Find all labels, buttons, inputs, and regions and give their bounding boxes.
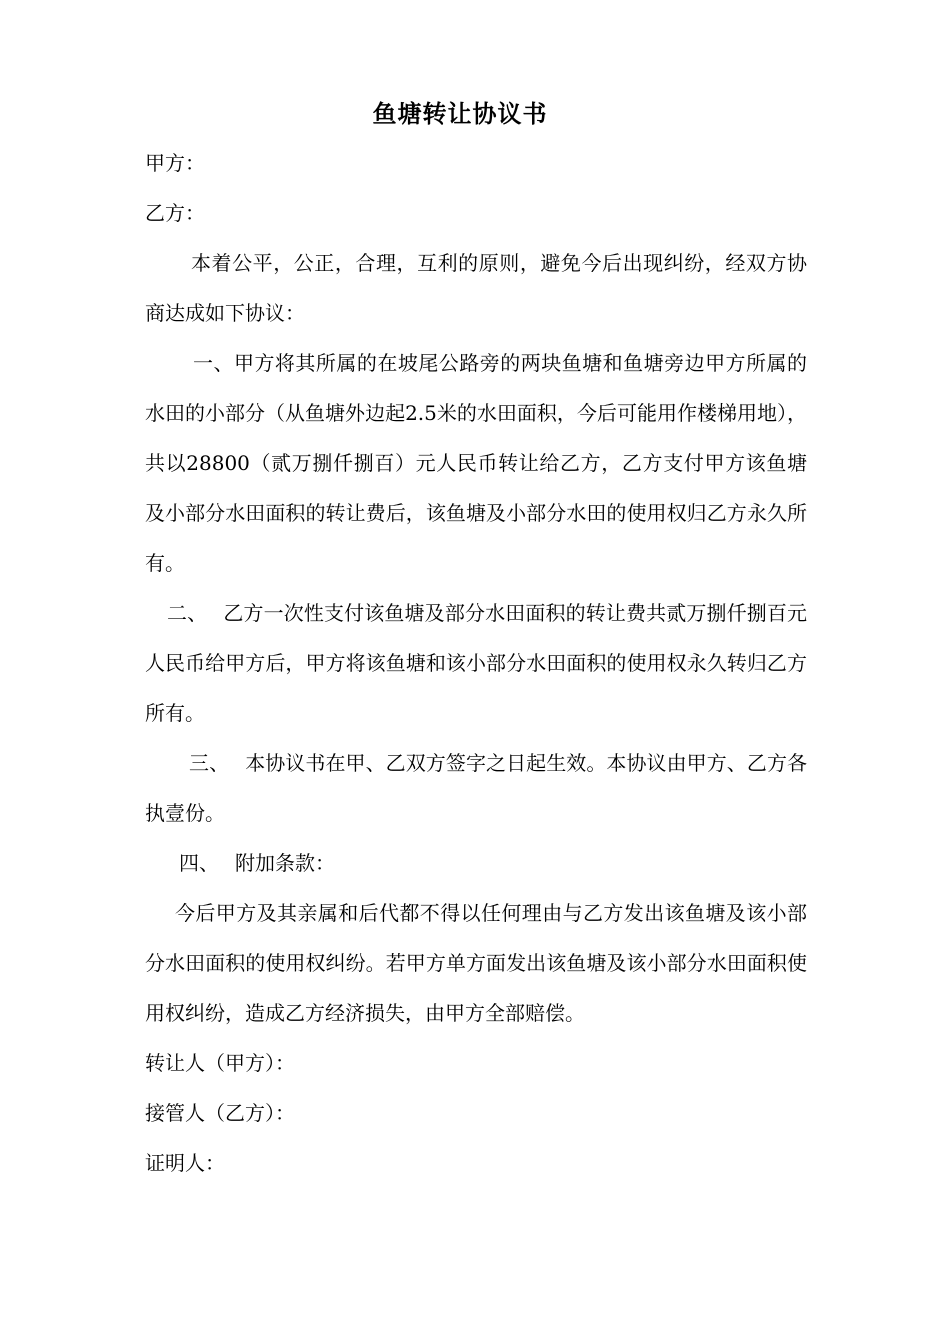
clause-1-number: 一、: [193, 351, 234, 375]
clause-1-text: 甲方将其所属的在坡尾公路旁的两块鱼塘和鱼塘旁边甲方所属的水田的小部分（从鱼塘外边起2.5米的水田面积，今后可能用作楼梯用地），共以28800（贰万捌仟捌百）元人民币转让给乙方，乙方支付甲方该鱼塘及小部分水田面积的转让费后，该鱼塘及小部分水田的使用权归乙方永久所有。: [145, 351, 808, 575]
preamble-paragraph: 本着公平，公正，合理，互利的原则，避免今后出现纠纷，经双方协商达成如下协议：: [145, 251, 807, 325]
party-a-line: 甲方：: [145, 151, 205, 175]
clause-4-number: 四、: [179, 851, 219, 875]
signature-transferor: 转让人（甲方）：: [145, 1051, 295, 1075]
signature-witness: 证明人：: [145, 1151, 225, 1175]
clause-4-text: 附加条款：: [235, 851, 335, 875]
clause-3-number: 三、: [189, 751, 230, 775]
document-title: 鱼塘转让协议书: [372, 99, 548, 128]
party-b-line: 乙方：: [145, 201, 205, 225]
clause-3-text: 本协议书在甲、乙双方签字之日起生效。本协议由甲方、乙方各执壹份。: [145, 751, 808, 825]
clause-2-text: 乙方一次性支付该鱼塘及部分水田面积的转让费共贰万捌仟捌百元人民币给甲方后，甲方将该鱼塘和该小部分水田面积的使用权永久转归乙方所有。: [145, 601, 808, 725]
clause-2: [145, 588, 807, 738]
signature-receiver: 接管人（乙方）：: [145, 1101, 295, 1125]
clause-2-number: 二、: [167, 601, 208, 625]
clause-4: [145, 838, 807, 888]
clause-3: [145, 738, 807, 838]
document-body: [145, 138, 807, 1188]
extra-terms-paragraph: 今后甲方及其亲属和后代都不得以任何理由与乙方发出该鱼塘及该小部分水田面积的使用权纠纷。若甲方单方面发出该鱼塘及该小部分水田面积使用权纠纷，造成乙方经济损失，由甲方全部赔偿。: [145, 901, 807, 1025]
clause-1: [145, 338, 807, 588]
